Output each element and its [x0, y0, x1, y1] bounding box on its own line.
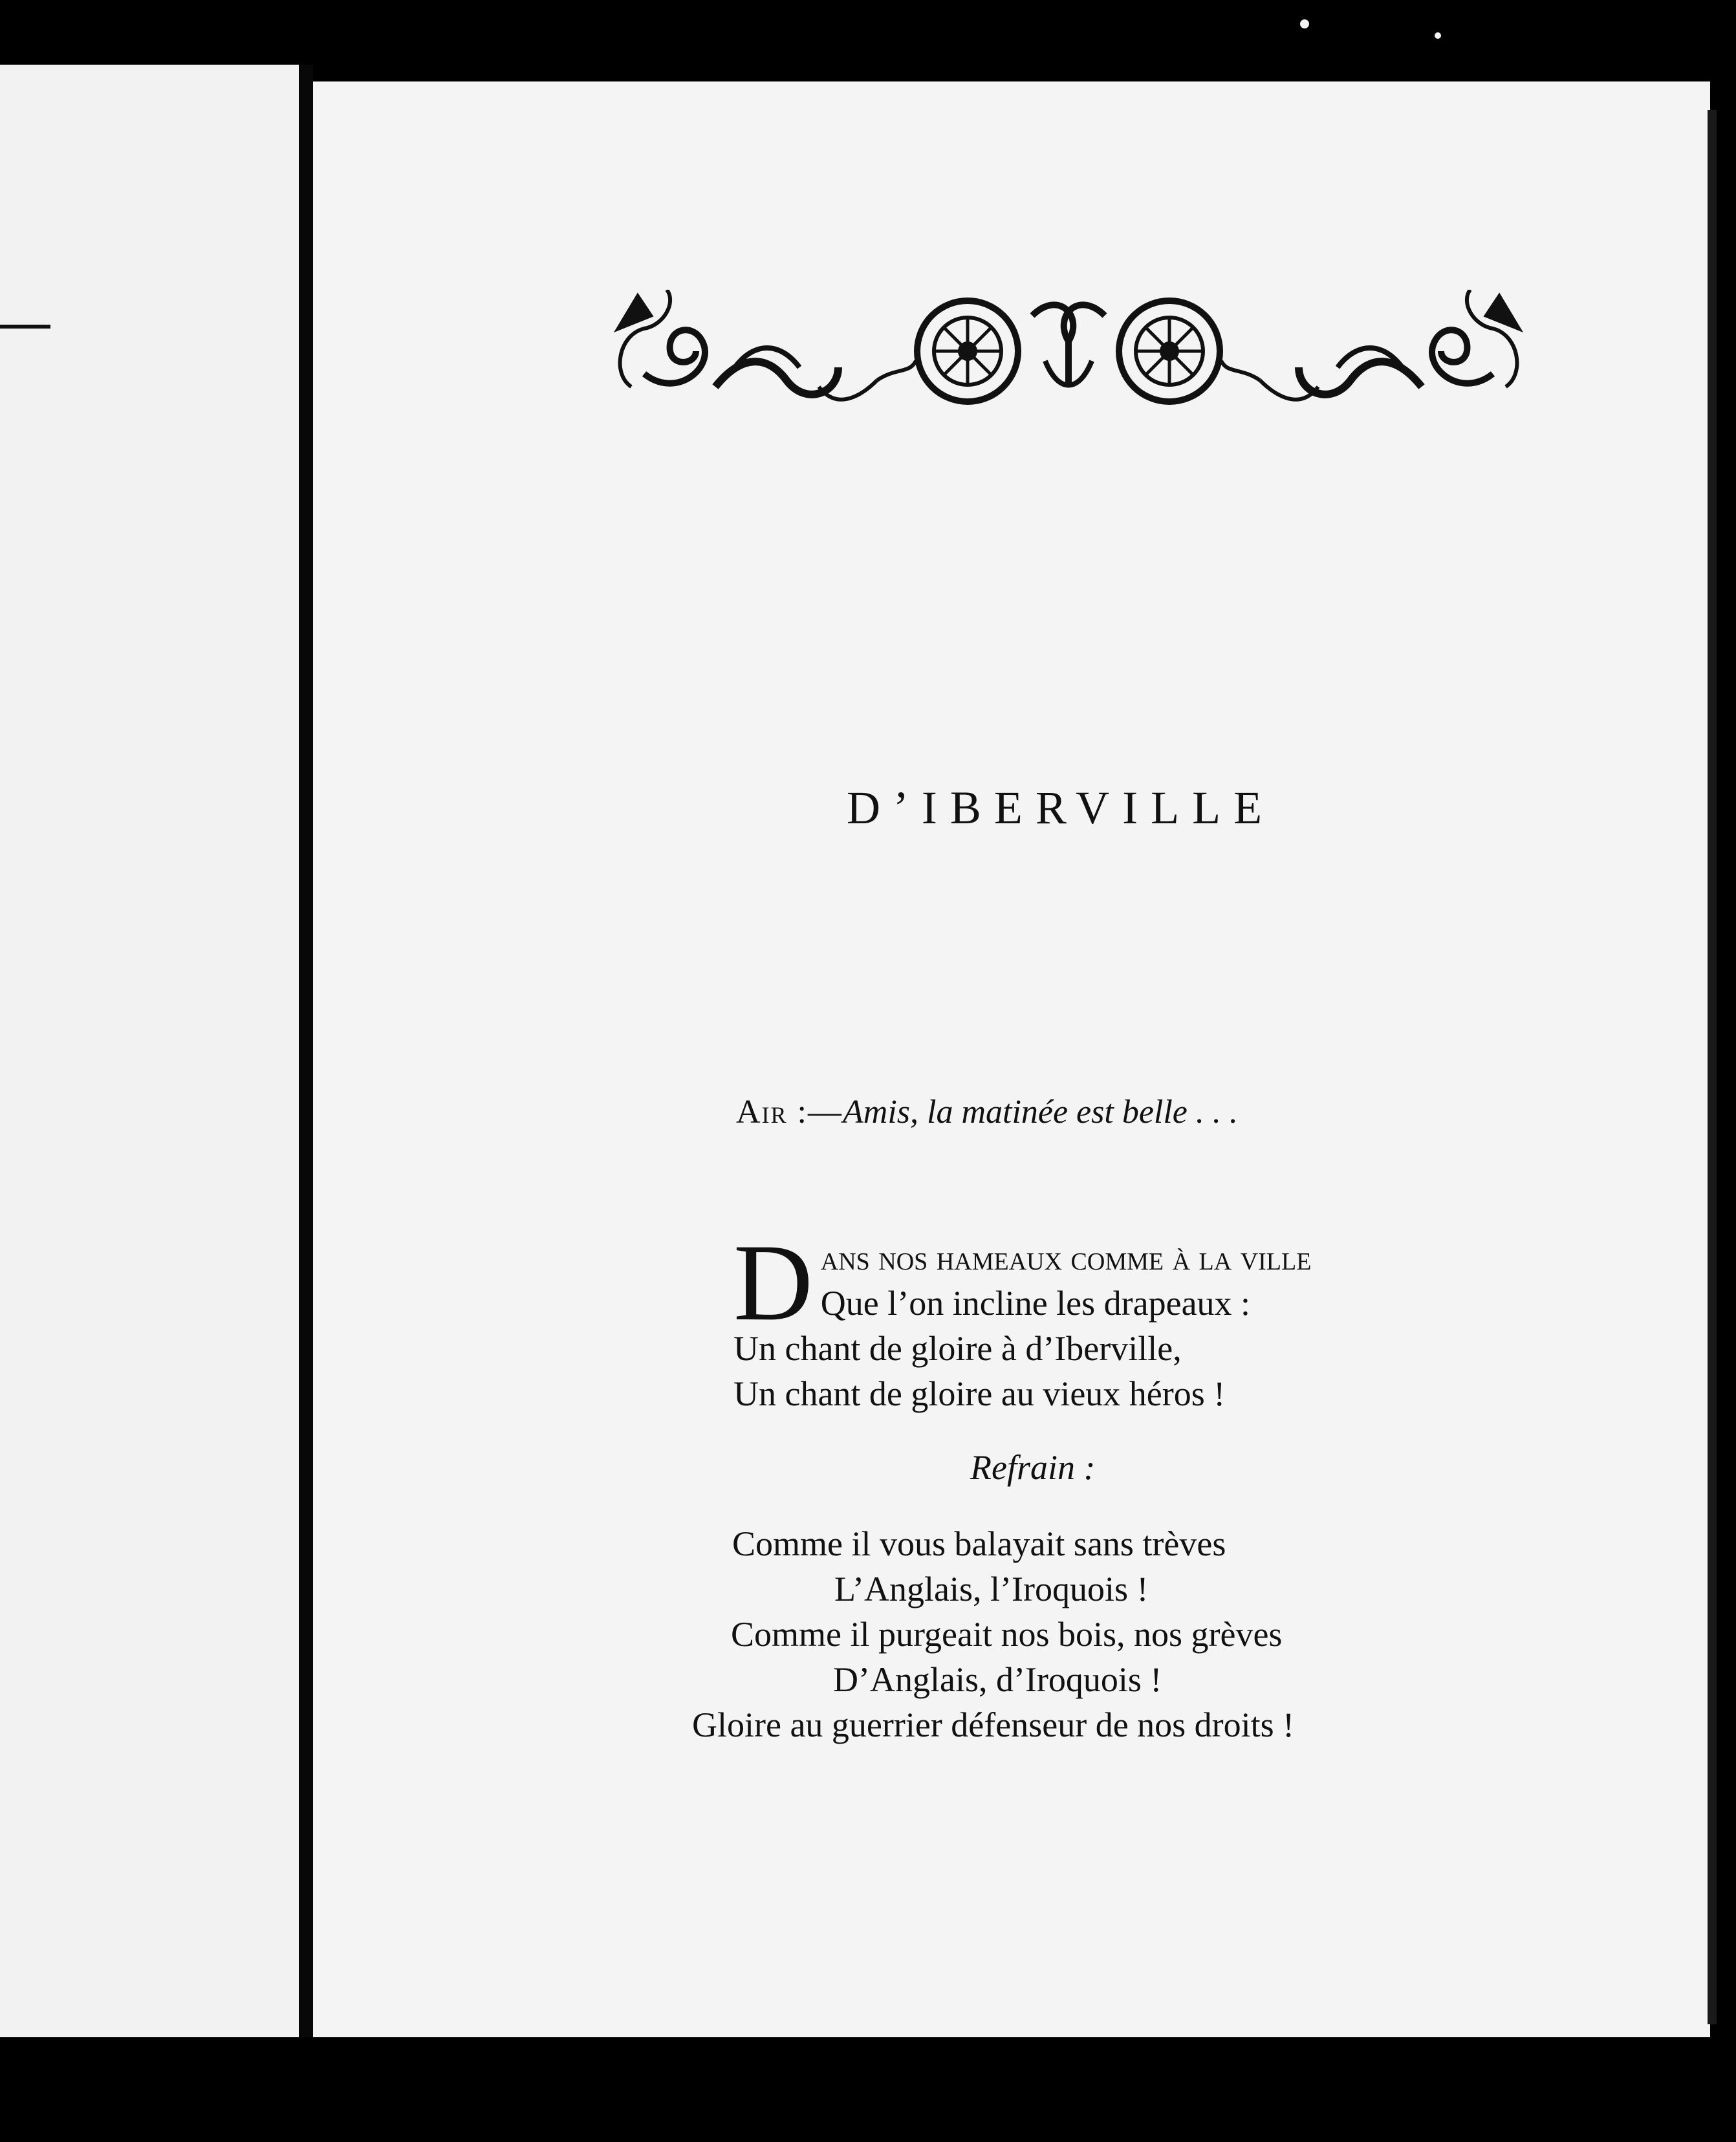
scan-border	[0, 2037, 1736, 2142]
refrain-label: Refrain :	[970, 1448, 1096, 1487]
refrain-line: Comme il vous balayait sans trèves	[732, 1524, 1226, 1563]
left-page-rule	[0, 325, 50, 329]
scan-speck	[1300, 19, 1309, 28]
left-page	[0, 65, 299, 2121]
air-tune: Amis, la matinée est belle . . .	[843, 1094, 1238, 1130]
scan-speck	[1435, 32, 1441, 39]
book-gutter	[299, 65, 313, 2121]
verse-line: Que l’on incline les drapeaux :	[820, 1284, 1251, 1323]
air-line	[736, 1093, 1238, 1131]
verse-line: Un chant de gloire à d’Iberville,	[733, 1329, 1182, 1368]
air-label: Air :—	[736, 1094, 843, 1130]
sea-serpent-rosette-headpiece-icon	[605, 290, 1532, 413]
refrain-line: Comme il purgeait nos bois, nos grèves	[731, 1615, 1283, 1654]
refrain-line: Gloire au guerrier défenseur de nos droits !	[692, 1705, 1295, 1744]
verse-line-1-rest: ans nos hameaux comme à la ville	[820, 1239, 1312, 1277]
verse-line: Un chant de gloire au vieux héros !	[733, 1374, 1226, 1413]
page-fore-edge	[1708, 110, 1717, 2024]
stanza	[733, 1222, 1419, 1416]
refrain-line: D’Anglais, d’Iroquois !	[833, 1660, 1162, 1699]
drop-cap: D	[733, 1222, 813, 1343]
verse-line	[733, 1235, 1419, 1281]
page-title: D’IBERVILLE	[846, 782, 1275, 834]
refrain	[686, 1521, 1410, 1747]
refrain-line: L’Anglais, l’Iroquois !	[834, 1570, 1149, 1608]
